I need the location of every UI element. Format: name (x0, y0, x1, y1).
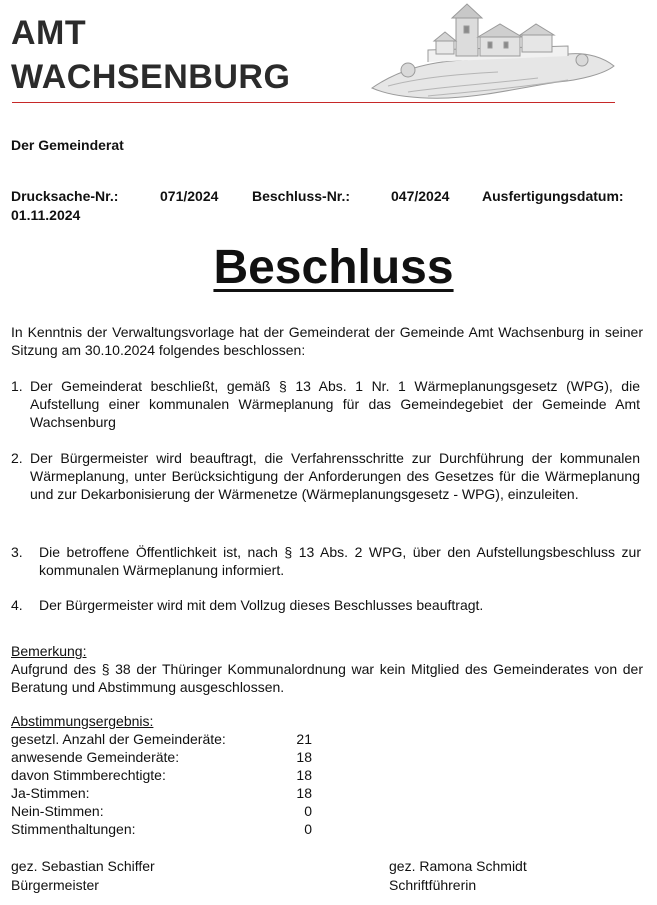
voting-row-label: Nein-Stimmen: (11, 803, 104, 819)
voting-row-label: gesetzl. Anzahl der Gemeinderäte: (11, 731, 226, 747)
voting-row-value: 18 (296, 767, 312, 783)
wachsenburg-castle-icon (368, 0, 618, 104)
ausfertigungsdatum-label: Ausfertigungsdatum: (482, 188, 624, 204)
remark-text: Aufgrund des § 38 der Thüringer Kommunalordnung war kein Mitglied des Gemeinderates von der Beratung und Abstimmung ausgeschlossen. (11, 661, 643, 695)
beschluss-number: 047/2024 (391, 188, 450, 204)
item-number: 2. (11, 450, 23, 466)
item-text: Der Gemeinderat beschließt, gemäß § 13 Abs. 1 Nr. 1 Wärmeplanungsgesetz (WPG), die Aufstellung einer kommunalen Wärmeplanung für das Gemeindegebiet der Gemeinde Amt Wachsenburg (30, 378, 640, 430)
voting-row-value: 21 (296, 731, 312, 747)
signature-left-name: gez. Sebastian Schiffer (11, 858, 155, 874)
document-title: Beschluss (213, 241, 454, 294)
item-text: Der Bürgermeister wird beauftragt, die Verfahrensschritte zur Durchführung der kommunalen Wärmeplanung, unter Berücksichtigung der Anforderungen des Gesetzes für die Wärmeplanung und zur Dekarbonisierung der Wärmenetze (Wärmeplanungsgesetz - WPG), einzuleiten. (30, 450, 640, 502)
voting-row-label: anwesende Gemeinderäte: (11, 749, 180, 765)
item-number: 4. (11, 597, 23, 613)
signature-right-role: Schriftführerin (389, 877, 477, 893)
voting-row-value: 18 (296, 749, 312, 765)
signature-right-name: gez. Ramona Schmidt (389, 858, 527, 874)
drucksache-label: Drucksache-Nr.: (11, 188, 119, 204)
drucksache-number: 071/2024 (160, 188, 219, 204)
header-rule (12, 102, 615, 103)
voting-row-label: Stimmenthaltungen: (11, 821, 136, 837)
item-number: 3. (11, 544, 23, 560)
signature-left-role: Bürgermeister (11, 877, 99, 893)
municipality-name-line1: AMT (11, 14, 87, 52)
beschluss-label: Beschluss-Nr.: (252, 188, 351, 204)
item-text: Die betroffene Öffentlichkeit ist, nach § 13 Abs. 2 WPG, über den Aufstellungsbeschluss zur kommunalen Wärmeplanung informiert. (39, 544, 641, 578)
voting-label: Abstimmungsergebnis: (11, 713, 154, 729)
voting-row-value: 0 (304, 821, 312, 837)
voting-row-label: davon Stimmberechtigte: (11, 767, 166, 783)
remark-label: Bemerkung: (11, 643, 87, 659)
voting-row-value: 18 (296, 785, 312, 801)
item-number: 1. (11, 378, 23, 394)
intro-paragraph: In Kenntnis der Verwaltungsvorlage hat der Gemeinderat der Gemeinde Amt Wachsenburg in seiner Sitzung am 30.10.2024 folgendes beschlossen: (11, 324, 643, 358)
voting-row-label: Ja-Stimmen: (11, 785, 90, 801)
voting-row-value: 0 (304, 803, 312, 819)
ausfertigungsdatum-value: 01.11.2024 (11, 207, 81, 223)
municipality-name-line2: WACHSENBURG (11, 58, 291, 96)
item-text: Der Bürgermeister wird mit dem Vollzug dieses Beschlusses beauftragt. (39, 597, 484, 613)
council-label: Der Gemeinderat (11, 137, 124, 153)
